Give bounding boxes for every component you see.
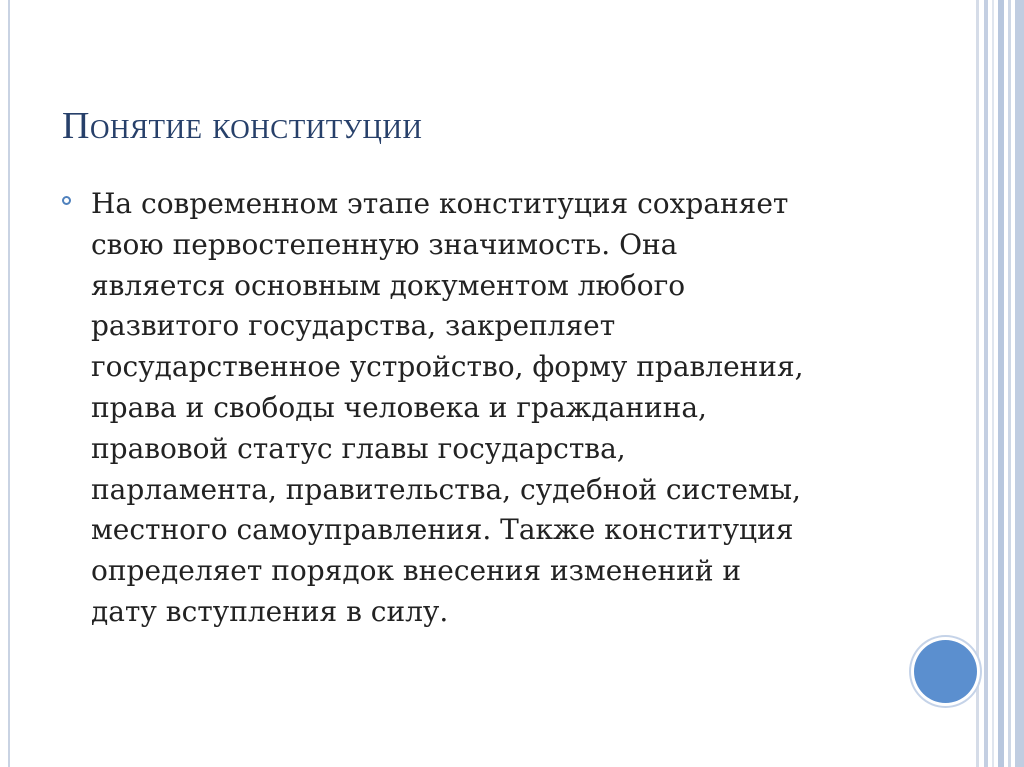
stripe: [998, 0, 1004, 767]
slide-title: Понятие конституции: [62, 105, 423, 147]
decorative-circle-icon: [914, 640, 977, 703]
stripe: [984, 0, 988, 767]
stripe: [1008, 0, 1011, 767]
bullet-circle-icon: [62, 196, 71, 205]
stripe: [992, 0, 994, 767]
decorative-stripes: [976, 0, 1024, 767]
stripe: [1015, 0, 1024, 767]
bullet-text: На современном этапе конституция сохраняет свою первостепенную значимость. Она является основным документом любого развитого государства, закрепляет государственное устройство, форму правления, права и свободы человека и гражданина, правовой статус главы государства, парламента, правительства, судебной системы, местного самоуправления. Также конституция определяет порядок внесения изменений и дату вступления в силу.: [91, 187, 804, 628]
stripe: [976, 0, 979, 767]
left-border-line: [8, 0, 10, 767]
bullet-item: [62, 184, 882, 633]
